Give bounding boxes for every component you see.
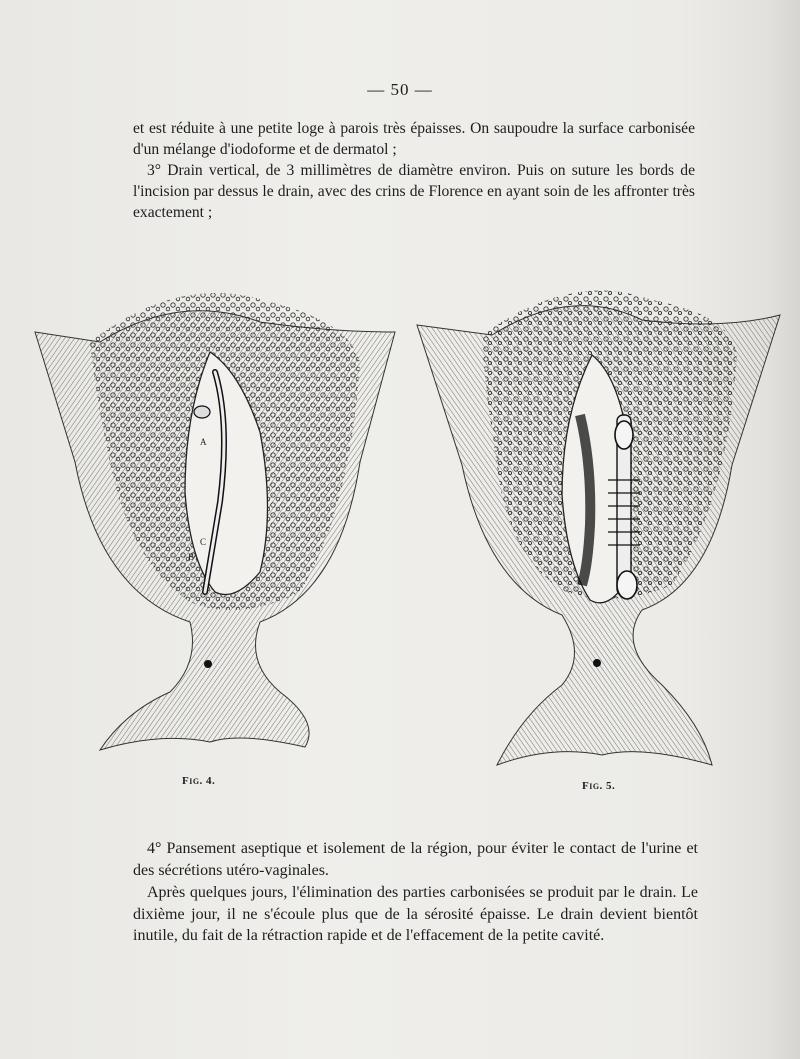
figure-4-caption: Fig. 4. (182, 775, 216, 787)
bottom-paragraph-1: 4° Pansement aseptique et isolement de la région, pour éviter le contact de l'urine et des sécrétions utéro-vaginales. (133, 840, 698, 879)
page-number: — 50 — (367, 80, 433, 99)
figure-5-caption: Fig. 5. (582, 780, 616, 792)
figure-4-illustration (30, 262, 400, 762)
bottom-paragraph-2: Après quelques jours, l'élimination des parties carbonisées se produit par le drain. Le dixième jour, il ne s'écoule plus que de la sérosité épaisse. Le drain devient bientôt inutile, du fait de la rétraction rapide et de l'effacement de la petite cavité. (133, 884, 698, 944)
figure-5-illustration (412, 265, 782, 770)
fig4-label-a: A (200, 437, 207, 447)
top-paragraph-2: 3° Drain vertical, de 3 millimètres de diamètre environ. Puis on suture les bords de l'incision par dessus le drain, avec des crins de Florence en ayant soin de les affronter très exactement ; (133, 162, 695, 221)
fig4-label-b: B (188, 552, 195, 562)
top-paragraph-1: et est réduite à une petite loge à parois très épaisses. On saupoudre la surface carbonisée d'un mélange d'iodoforme et de dermatol ; (133, 120, 695, 158)
fig4-label-c: C (200, 537, 207, 547)
